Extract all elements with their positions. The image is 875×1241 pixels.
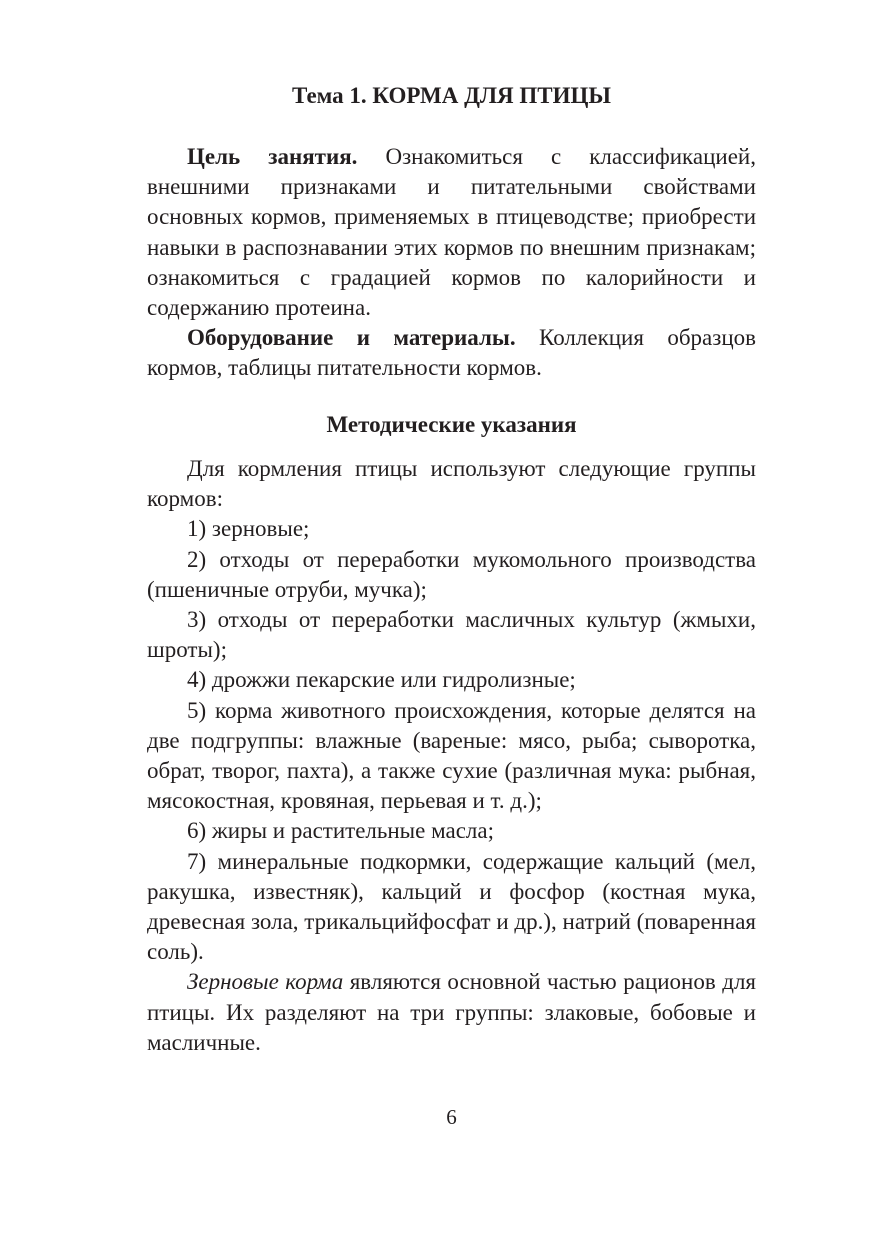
- grain-paragraph: [147, 967, 756, 1058]
- list-item: 1) зерновые;: [187, 516, 310, 542]
- list-item: 7) минеральные подкормки, содержащие кальций (мел, ракушка, известняк), кальций и фосфор (костная мука, древесная зола, трикальцийфосфат и др.), натрий (поваренная соль).: [147, 848, 756, 965]
- goal-label: Цель занятия.: [187, 144, 358, 169]
- grain-lead: Зерновые корма: [187, 969, 344, 995]
- list-item: 5) корма животного происхождения, которые делятся на две подгруппы: влажные (вареные: мясо, рыба; сыворотка, обрат, творог, пахта), а также сухие (различная мука: рыбная, мясокостная, кровяная, перьевая и т. д.);: [147, 697, 756, 814]
- list-item: 3) отходы от переработки масличных культур (жмыхи, шроты);: [147, 607, 756, 663]
- list-item: 2) отходы от переработки мукомольного производства (пшеничные отруби, мучка);: [147, 546, 756, 602]
- equipment-paragraph: [147, 323, 756, 383]
- list-item: 4) дрожжи пекарские или гидролизные;: [187, 667, 576, 693]
- equipment-text: Коллекция образцов кормов, таблицы питательности кормов.: [147, 325, 756, 381]
- grain-text: являются основной частью рационов для птицы. Их разделяют на три группы: злаковые, бобовые и масличные.: [147, 969, 757, 1055]
- page-title: Тема 1. КОРМА ДЛЯ ПТИЦЫ: [291, 83, 612, 108]
- list-item: 6) жиры и растительные масла;: [187, 818, 494, 844]
- goal-text: Ознакомиться с классификацией, внешними признаками и питательными свойствами основных кормов, применяемых в птицеводстве; приобрести навыки в распознавании этих кормов по внешним признакам; ознакомиться с градацией кормов по калорийности и содержанию протеина.: [147, 144, 756, 321]
- page-number: 6: [446, 1105, 457, 1129]
- goal-paragraph: [147, 142, 756, 323]
- section-heading: Методические указания: [326, 412, 577, 437]
- intro-paragraph: Для кормления птицы используют следующие группы кормов:: [147, 456, 756, 512]
- objectives-block: [147, 142, 756, 384]
- equipment-label: Оборудование и материалы.: [187, 325, 516, 351]
- guidelines-block: [147, 454, 756, 1058]
